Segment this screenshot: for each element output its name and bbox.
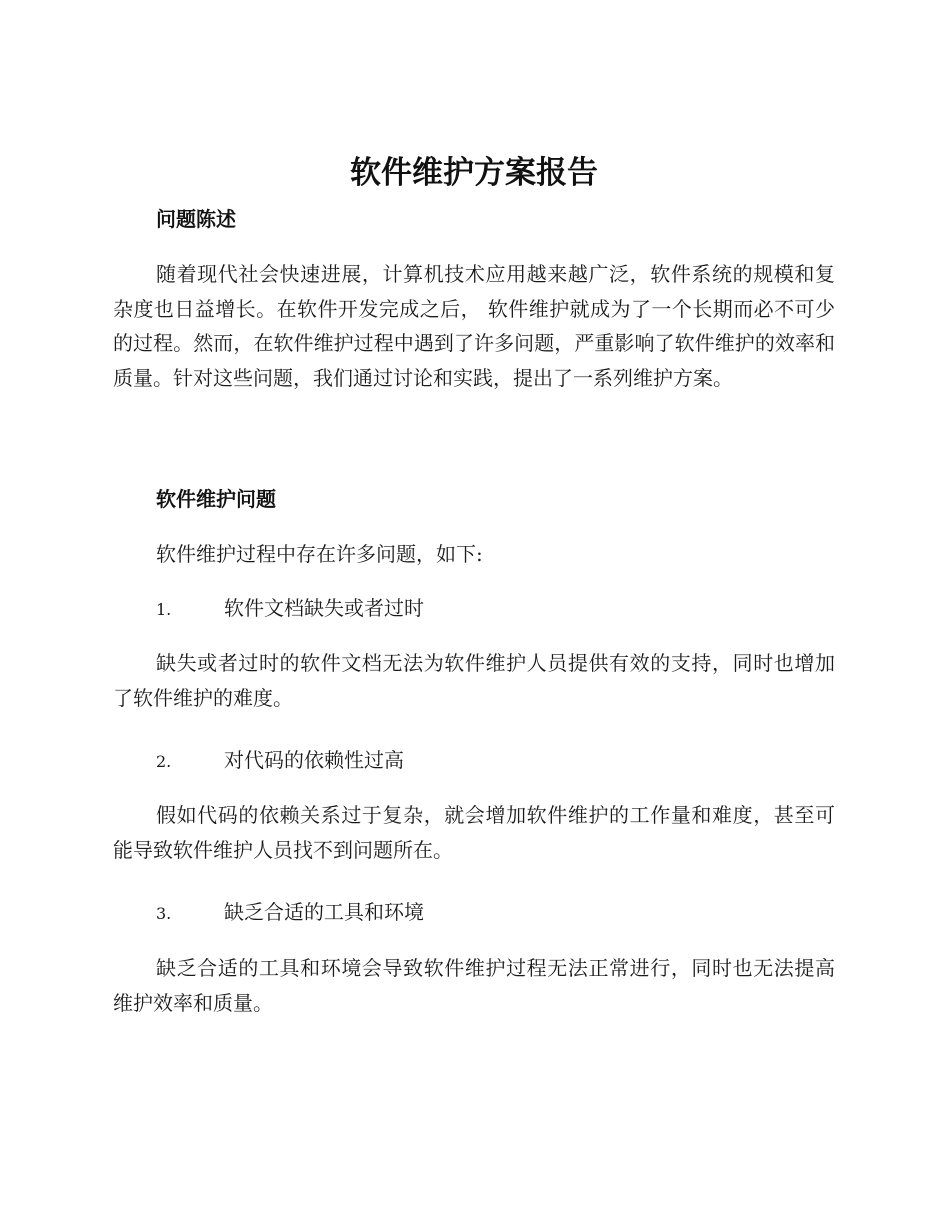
list-item-number: 2. (156, 752, 172, 771)
list-item-1-description: 缺失或者过时的软件文档无法为软件维护人员提供有效的支持，同时也增加了软件维护的难度。 (113, 651, 835, 710)
section-heading-problem-statement: 问题陈述 (156, 207, 236, 231)
list-item-2-description: 假如代码的依赖关系过于复杂，就会增加软件维护的工作量和难度，甚至可能导致软件维护人员找不到问题所在。 (113, 803, 835, 862)
problem-statement-paragraph: 随着现代社会快速进展，计算机技术应用越来越广泛，软件系统的规模和复杂度也日益增长。在软件开发完成之后， 软件维护就成为了一个长期而必不可少的过程。然而，在软件维护过程中遇到了许多问题，严重影响了软件维护的效率和质量。针对这些问题，我们通过讨论和实践，提出了一系列维护方案。 (113, 262, 835, 390)
maintenance-issues-intro: 软件维护过程中存在许多问题，如下: (156, 542, 483, 566)
list-item-number: 1. (156, 600, 172, 619)
list-item-title: 对代码的依赖性过高 (224, 748, 404, 772)
list-item-2 (156, 745, 835, 777)
list-item-3 (156, 897, 835, 929)
list-item-1 (156, 593, 835, 625)
section-heading-maintenance-issues: 软件维护问题 (156, 487, 276, 511)
list-item-number: 3. (156, 904, 172, 923)
list-item-title: 软件文档缺失或者过时 (224, 596, 424, 620)
list-item-3-description: 缺乏合适的工具和环境会导致软件维护过程无法正常进行，同时也无法提高维护效率和质量。 (113, 956, 835, 1015)
list-item-title: 缺乏合适的工具和环境 (224, 900, 424, 924)
document-title: 软件维护方案报告 (350, 155, 598, 191)
